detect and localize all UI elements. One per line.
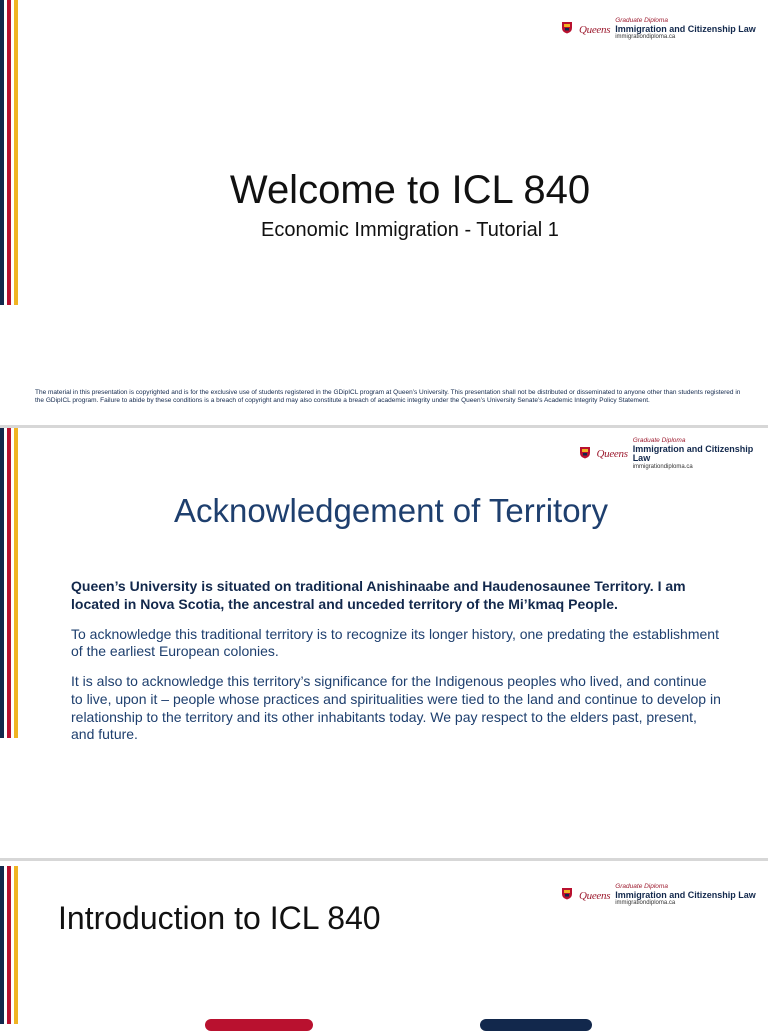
red-stripe	[7, 428, 11, 738]
gold-stripe	[14, 866, 18, 1024]
acknowledgement-paragraph: To acknowledge this traditional territory is to recognize its longer history, one predating the establishment of the earliest European colonies.	[71, 625, 719, 660]
logo-program: Immigration and Citizenship Law	[615, 23, 756, 34]
logo-url: immigrationdiploma.ca	[632, 463, 693, 470]
navy-rounded-shape	[480, 1019, 592, 1031]
acknowledgement-paragraph: It is also to acknowledge this territory’s significance for the Indigenous peoples who lived, and continue to live, upon it – people whose practices and spiritualities were tied to the land and continue to develop in relationship to the territory and its other inhabitants today. We pay respect to the elders past, present, and future.	[71, 673, 721, 743]
logo-program: Immigration and Citizenship Law	[615, 889, 756, 900]
logo-url: immigrationdiploma.ca	[615, 900, 676, 907]
accent-stripes	[0, 866, 20, 1024]
red-rounded-shape	[205, 1019, 313, 1031]
acknowledgement-paragraph: Queen’s University is situated on traditional Anishinaabe and Haudenosaunee Territory. I am located in Nova Scotia, the ancestral and unceded territory of the Mi’kmaq People.	[71, 578, 686, 612]
queens-logo	[578, 438, 768, 470]
logo-url: immigrationdiploma.ca	[615, 34, 676, 41]
slide-title: Welcome to ICL 840	[229, 168, 591, 212]
slide-subtitle: Economic Immigration - Tutorial 1	[261, 219, 559, 241]
slide-welcome	[0, 0, 768, 425]
queens-wordmark: Queens	[596, 448, 628, 461]
queens-wordmark: Queens	[579, 23, 611, 36]
navy-stripe	[0, 428, 4, 738]
gold-stripe	[14, 428, 18, 738]
crest-icon	[560, 887, 574, 903]
queens-wordmark: Queens	[579, 889, 611, 902]
crest-icon	[578, 446, 591, 462]
introduction-title: Introduction to ICL 840	[58, 900, 381, 936]
queens-logo	[560, 18, 756, 41]
copyright-disclaimer: The material in this presentation is copyrighted and is for the exclusive use of students registered in the GDipICL program at Queen’s University. This presentation shall not be distributed or disseminated to anyone other than students registered in the GDipICL program. Failure to abide by these conditions is a breach of copyright and may also constitute a breach of academic integrity under the Queen’s University Senate’s Academic Integrity Policy Statement.	[35, 389, 741, 405]
logo-subtitle: Graduate Diploma	[632, 437, 686, 444]
logo-program: Immigration and Citizenship Law	[632, 443, 754, 464]
navy-stripe	[0, 866, 4, 1024]
crest-icon	[560, 21, 574, 37]
red-stripe	[7, 0, 11, 305]
acknowledgement-body	[71, 578, 721, 756]
red-stripe	[7, 866, 11, 1024]
navy-stripe	[0, 0, 4, 305]
logo-subtitle: Graduate Diploma	[615, 17, 668, 24]
queens-logo	[560, 884, 756, 907]
acknowledgement-title: Acknowledgement of Territory	[173, 492, 609, 529]
gold-stripe	[14, 0, 18, 305]
logo-subtitle: Graduate Diploma	[615, 883, 668, 890]
accent-stripes	[0, 428, 20, 738]
accent-stripes	[0, 0, 20, 305]
